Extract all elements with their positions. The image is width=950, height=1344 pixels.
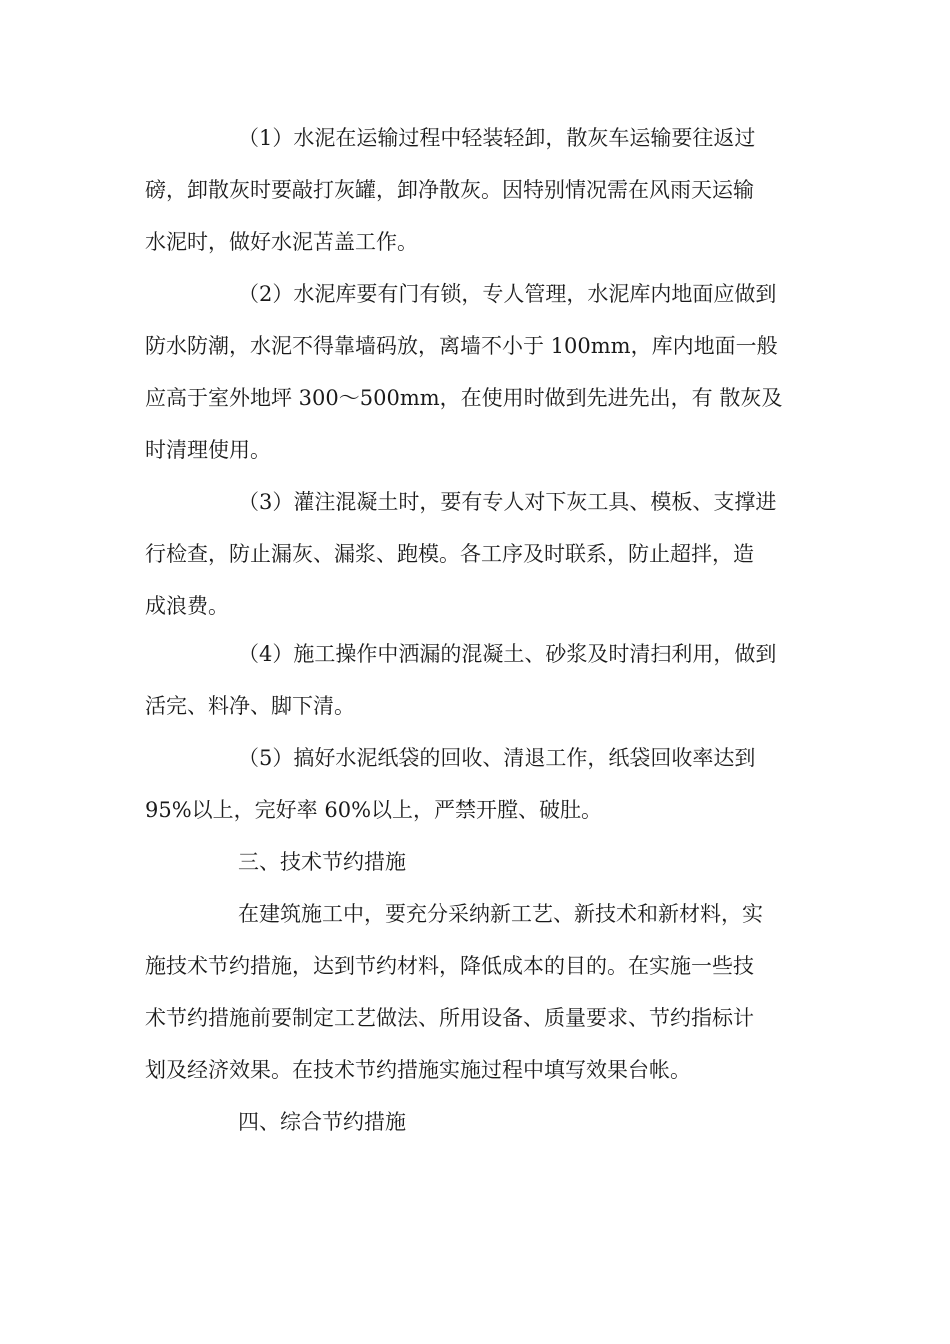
text-line-4: （2）水泥库要有门有锁，专人管理，水泥库内地面应做到 [238, 282, 777, 306]
text-line-19: 划及经济效果。在技术节约措施实施过程中填写效果台帐。 [145, 1058, 691, 1082]
text-line-18: 术节约措施前要制定工艺做法、所用设备、质量要求、节约指标计 [145, 1006, 754, 1030]
text-line-11: （4）施工操作中洒漏的混凝土、砂浆及时清扫利用，做到 [238, 642, 777, 666]
text-line-14: 95%以上，完好率 60%以上，严禁开膛、破肚。 [145, 798, 603, 822]
text-line-2: 磅，卸散灰时要敲打灰罐，卸净散灰。因特别情况需在风雨天运输 [145, 178, 754, 202]
text-line-1: （1）水泥在运输过程中轻装轻卸，散灰车运输要往返过 [238, 126, 756, 150]
text-line-17: 施技术节约措施，达到节约材料，降低成本的目的。在实施一些技 [145, 954, 754, 978]
text-line-8: （3）灌注混凝土时，要有专人对下灰工具、模板、支撑进 [238, 490, 777, 514]
section-heading-4: 四、综合节约措施 [238, 1110, 406, 1134]
text-line-10: 成浪费。 [145, 594, 229, 618]
text-line-7: 时清理使用。 [145, 438, 271, 462]
text-line-16: 在建筑施工中，要充分采纳新工艺、新技术和新材料，实 [238, 902, 763, 926]
section-heading-3: 三、技术节约措施 [238, 850, 406, 874]
text-line-13: （5）搞好水泥纸袋的回收、清退工作，纸袋回收率达到 [238, 746, 756, 770]
text-line-12: 活完、料净、脚下清。 [145, 694, 355, 718]
text-line-3: 水泥时，做好水泥苫盖工作。 [145, 230, 418, 254]
text-line-5: 防水防潮，水泥不得靠墙码放，离墙不小于 100mm，库内地面一般 [145, 334, 778, 358]
text-line-6: 应高于室外地坪 300～500mm，在使用时做到先进先出，有 散灰及 [145, 386, 783, 410]
text-line-9: 行检查，防止漏灰、漏浆、跑模。各工序及时联系，防止超拌，造 [145, 542, 754, 566]
